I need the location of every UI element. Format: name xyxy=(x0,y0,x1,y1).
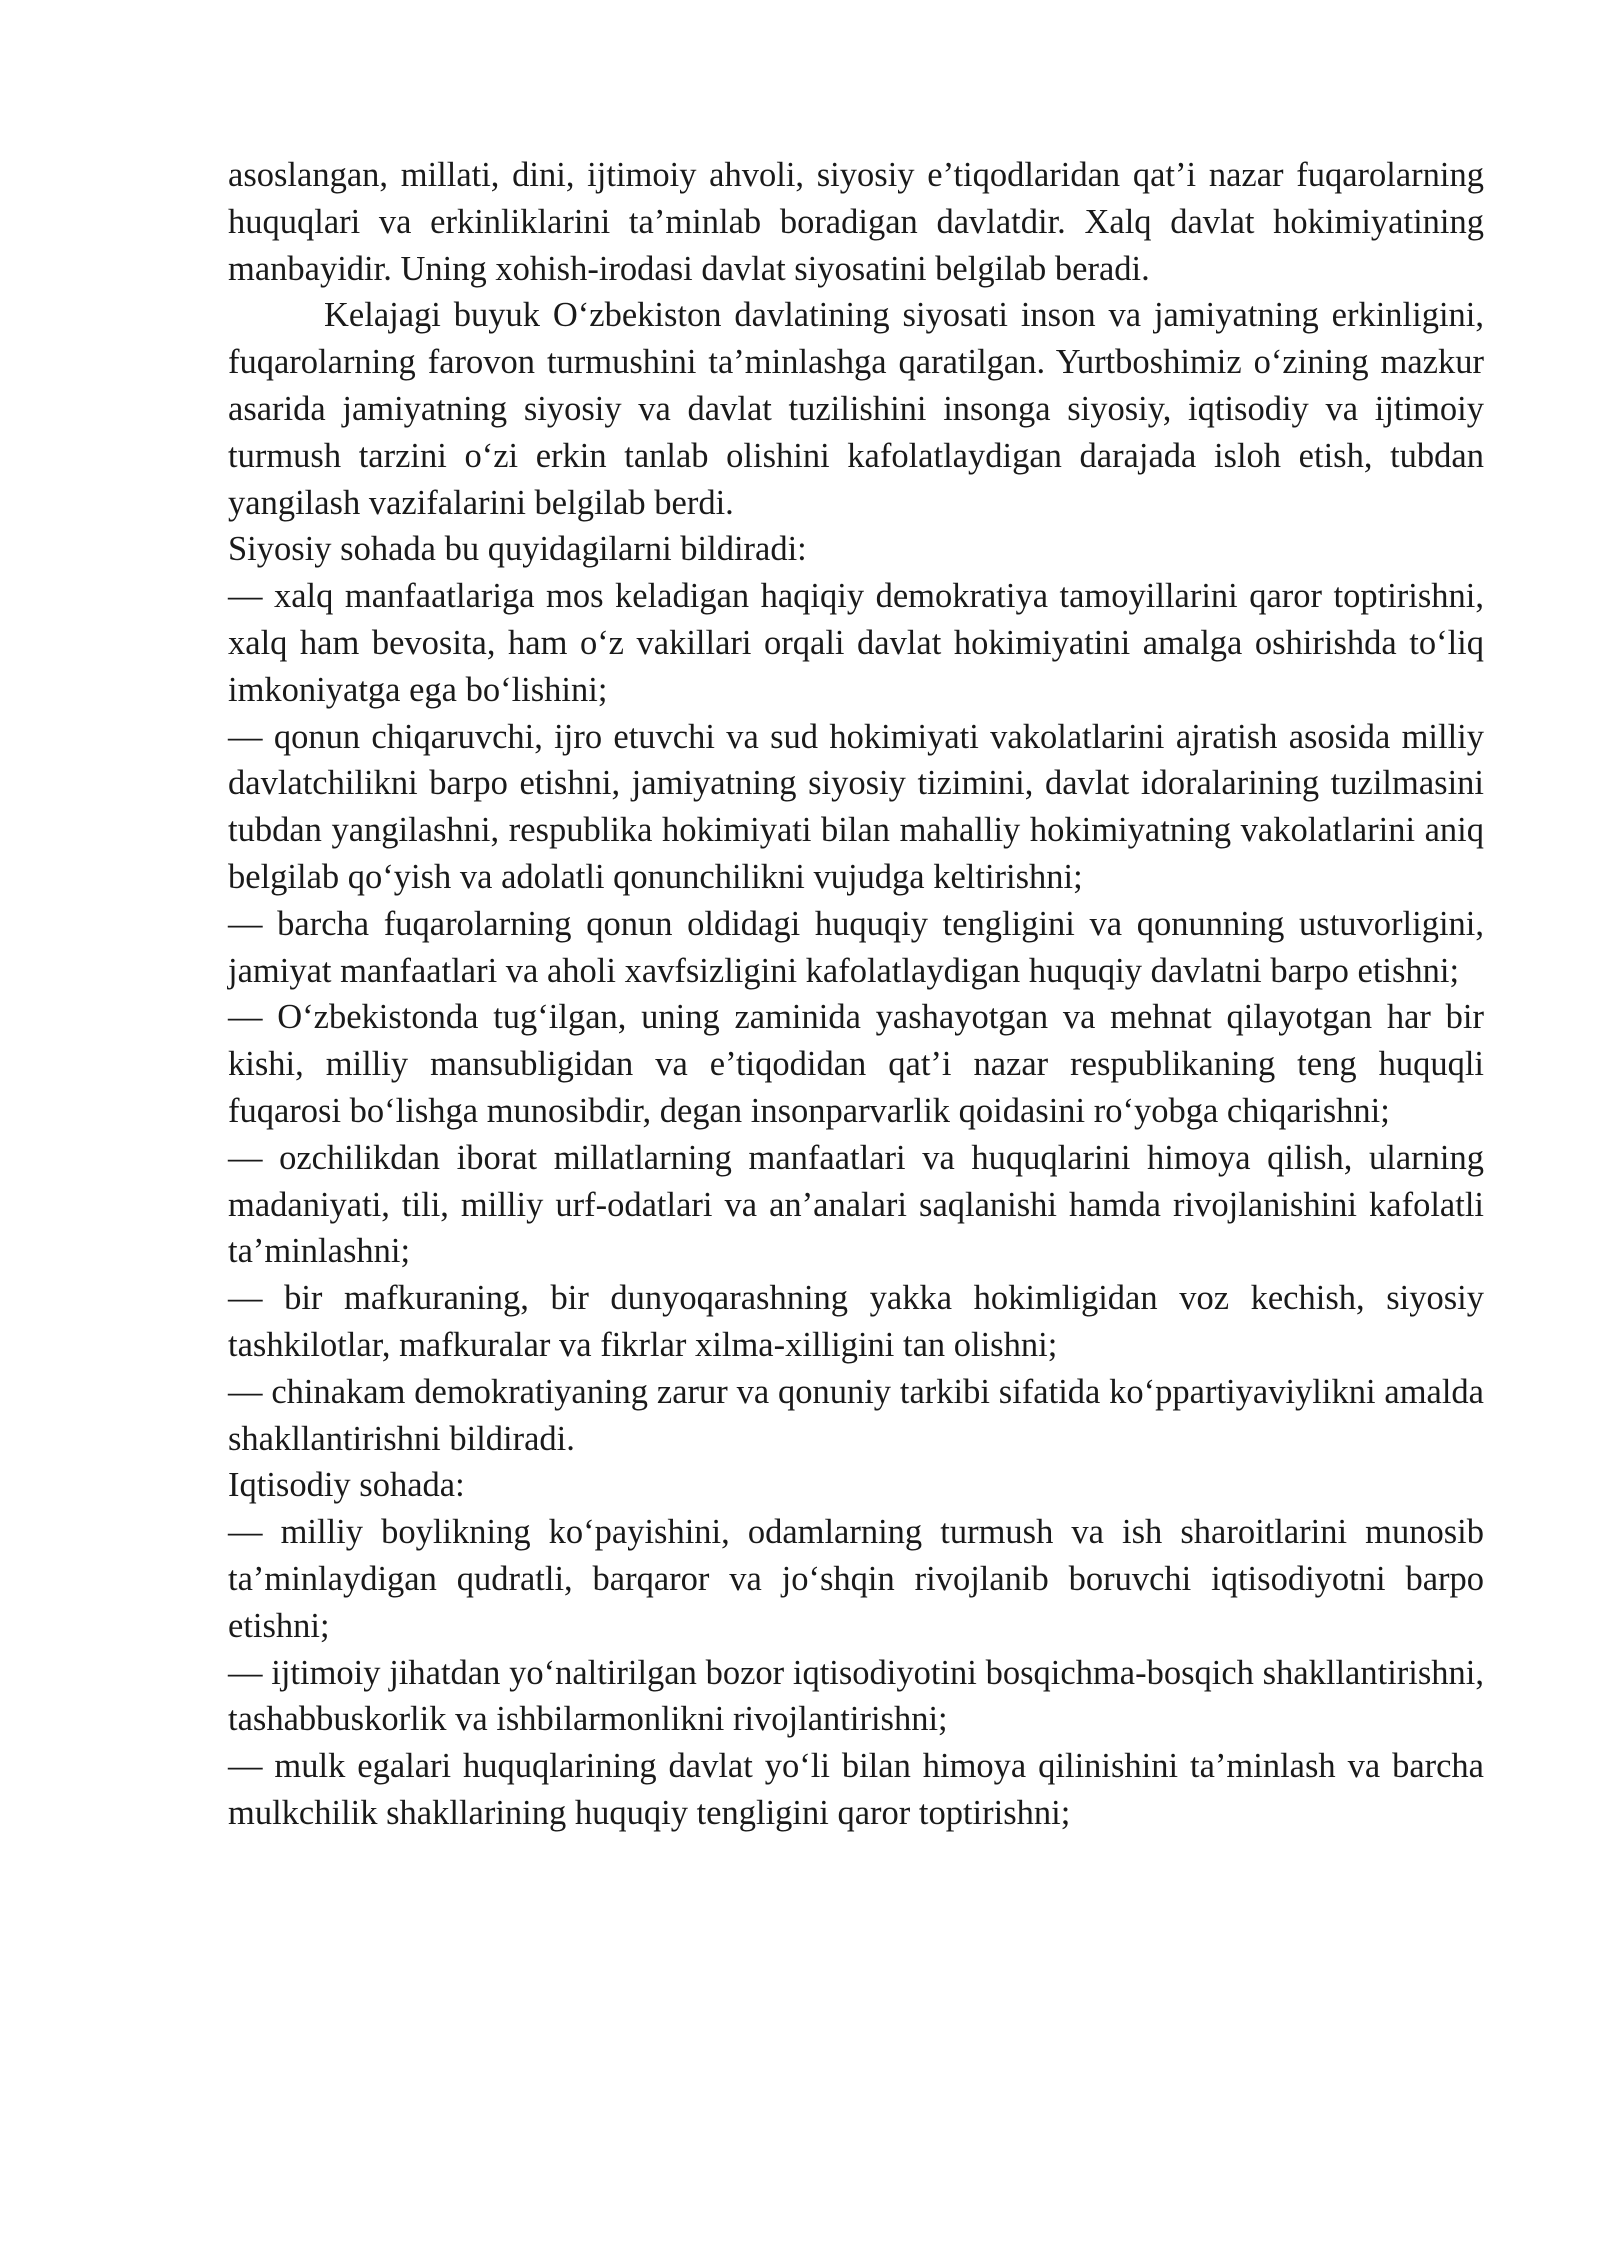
list-item-equal-citizenship: — O‘zbekistonda tug‘ilgan, uning zaminida yashayotgan va mehnat qilayotgan har bir kishi, milliy mansubligidan va e’tiqodidan qat’i nazar respublikaning teng huquqli fuqarosi bo‘lishga munosibdir, degan insonparvarlik qoidasini ro‘yobga chiqarishni; xyxy=(228,998,1484,1130)
list-item-rule-of-law: — barcha fuqarolarning qonun oldidagi huquqiy tengligini va qonunning ustuvorligini, jamiyat manfaatlari va aholi xavfsizligini kafolatlaydigan huquqiy davlatni barpo etishni; xyxy=(228,904,1484,990)
paragraph-state-policy: Kelajagi buyuk O‘zbekiston davlatining siyosati inson va jamiyatning erkinligini, fuqarolarning farovon turmushini ta’minlashga qaratilgan. Yurtboshimiz o‘zining mazkur asarida jamiyatning siyosiy va davlat tuzilishini insonga siyosiy, iqtisodiy va ijtimoiy turmush tarzini o‘zi erkin tanlab olishini kafolatlaydigan darajada isloh etish, tubdan yangilash vazifalarini belgilab berdi. xyxy=(228,296,1484,522)
list-item-multiparty-system: — chinakam demokratiyaning zarur va qonuniy tarkibi sifatida ko‘ppartiyaviylikni amalda shakllantirishni bildiradi. xyxy=(228,1372,1484,1458)
heading-economic-sphere: Iqtisodiy sohada: xyxy=(228,1466,465,1505)
paragraph-state-definition: asoslangan, millati, dini, ijtimoiy ahvoli, siyosiy e’tiqodlaridan qat’i nazar fuqarolarning huquqlari va erkinliklarini ta’minlab boradigan davlatdir. Xalq davlat hokimiyatining manbayidir. Uning xohish-irodasi davlat siyosatini belgilab beradi. xyxy=(228,156,1484,288)
list-item-democracy: — xalq manfaatlariga mos keladigan haqiqiy demokratiya tamoyillarini qaror toptirishni, xalq ham bevosita, ham o‘z vakillari orqali davlat hokimiyatini amalga oshirishda to‘liq imkoniyatga ega bo‘lishini; xyxy=(228,577,1484,709)
list-item-property-rights: — mulk egalari huquqlarining davlat yo‘li bilan himoya qilinishini ta’minlash va barcha mulkchilik shakllarining huquqiy tengligini qaror toptirishni; xyxy=(228,1747,1484,1832)
list-item-ideological-pluralism: — bir mafkuraning, bir dunyoqarashning yakka hokimligidan voz kechish, siyosiy tashkilotlar, mafkuralar va fikrlar xilma-xilligini tan olishni; xyxy=(228,1279,1484,1364)
list-item-market-economy: — ijtimoiy jihatdan yo‘naltirilgan bozor iqtisodiyotini bosqichma-bosqich shakllantirishni, tashabbuskorlik va ishbilarmonlikni rivojlantirishni; xyxy=(228,1653,1484,1739)
list-item-minority-rights: — ozchilikdan iborat millatlarning manfaatlari va huquqlarini himoya qilish, ularning madaniyati, tili, milliy urf-odatlari va an’analari saqlanishi hamda rivojlanishini kafolatli ta’minlashni; xyxy=(228,1138,1484,1271)
document-page xyxy=(228,152,1484,1837)
list-item-separation-of-powers: — qonun chiqaruvchi, ijro etuvchi va sud hokimiyati vakolatlarini ajratish asosida milliy davlatchilikni barpo etishni, jamiyatning siyosiy tizimini, davlat idoralarining tuzilmasini tubdan yangilashni, respublika hokimiyati bilan mahalliy hokimiyatning vakolatlarini aniq belgilab qo‘yish va adolatli qonunchilikni vujudga keltirishni; xyxy=(228,717,1484,896)
list-item-strong-economy: — milliy boylikning ko‘payishini, odamlarning turmush va ish sharoitlarini munosib ta’minlaydigan qudratli, barqaror va jo‘shqin rivojlanib boruvchi iqtisodiyotni barpo etishni; xyxy=(228,1513,1484,1645)
heading-political-sphere: Siyosiy sohada bu quyidagilarni bildiradi: xyxy=(228,530,807,569)
